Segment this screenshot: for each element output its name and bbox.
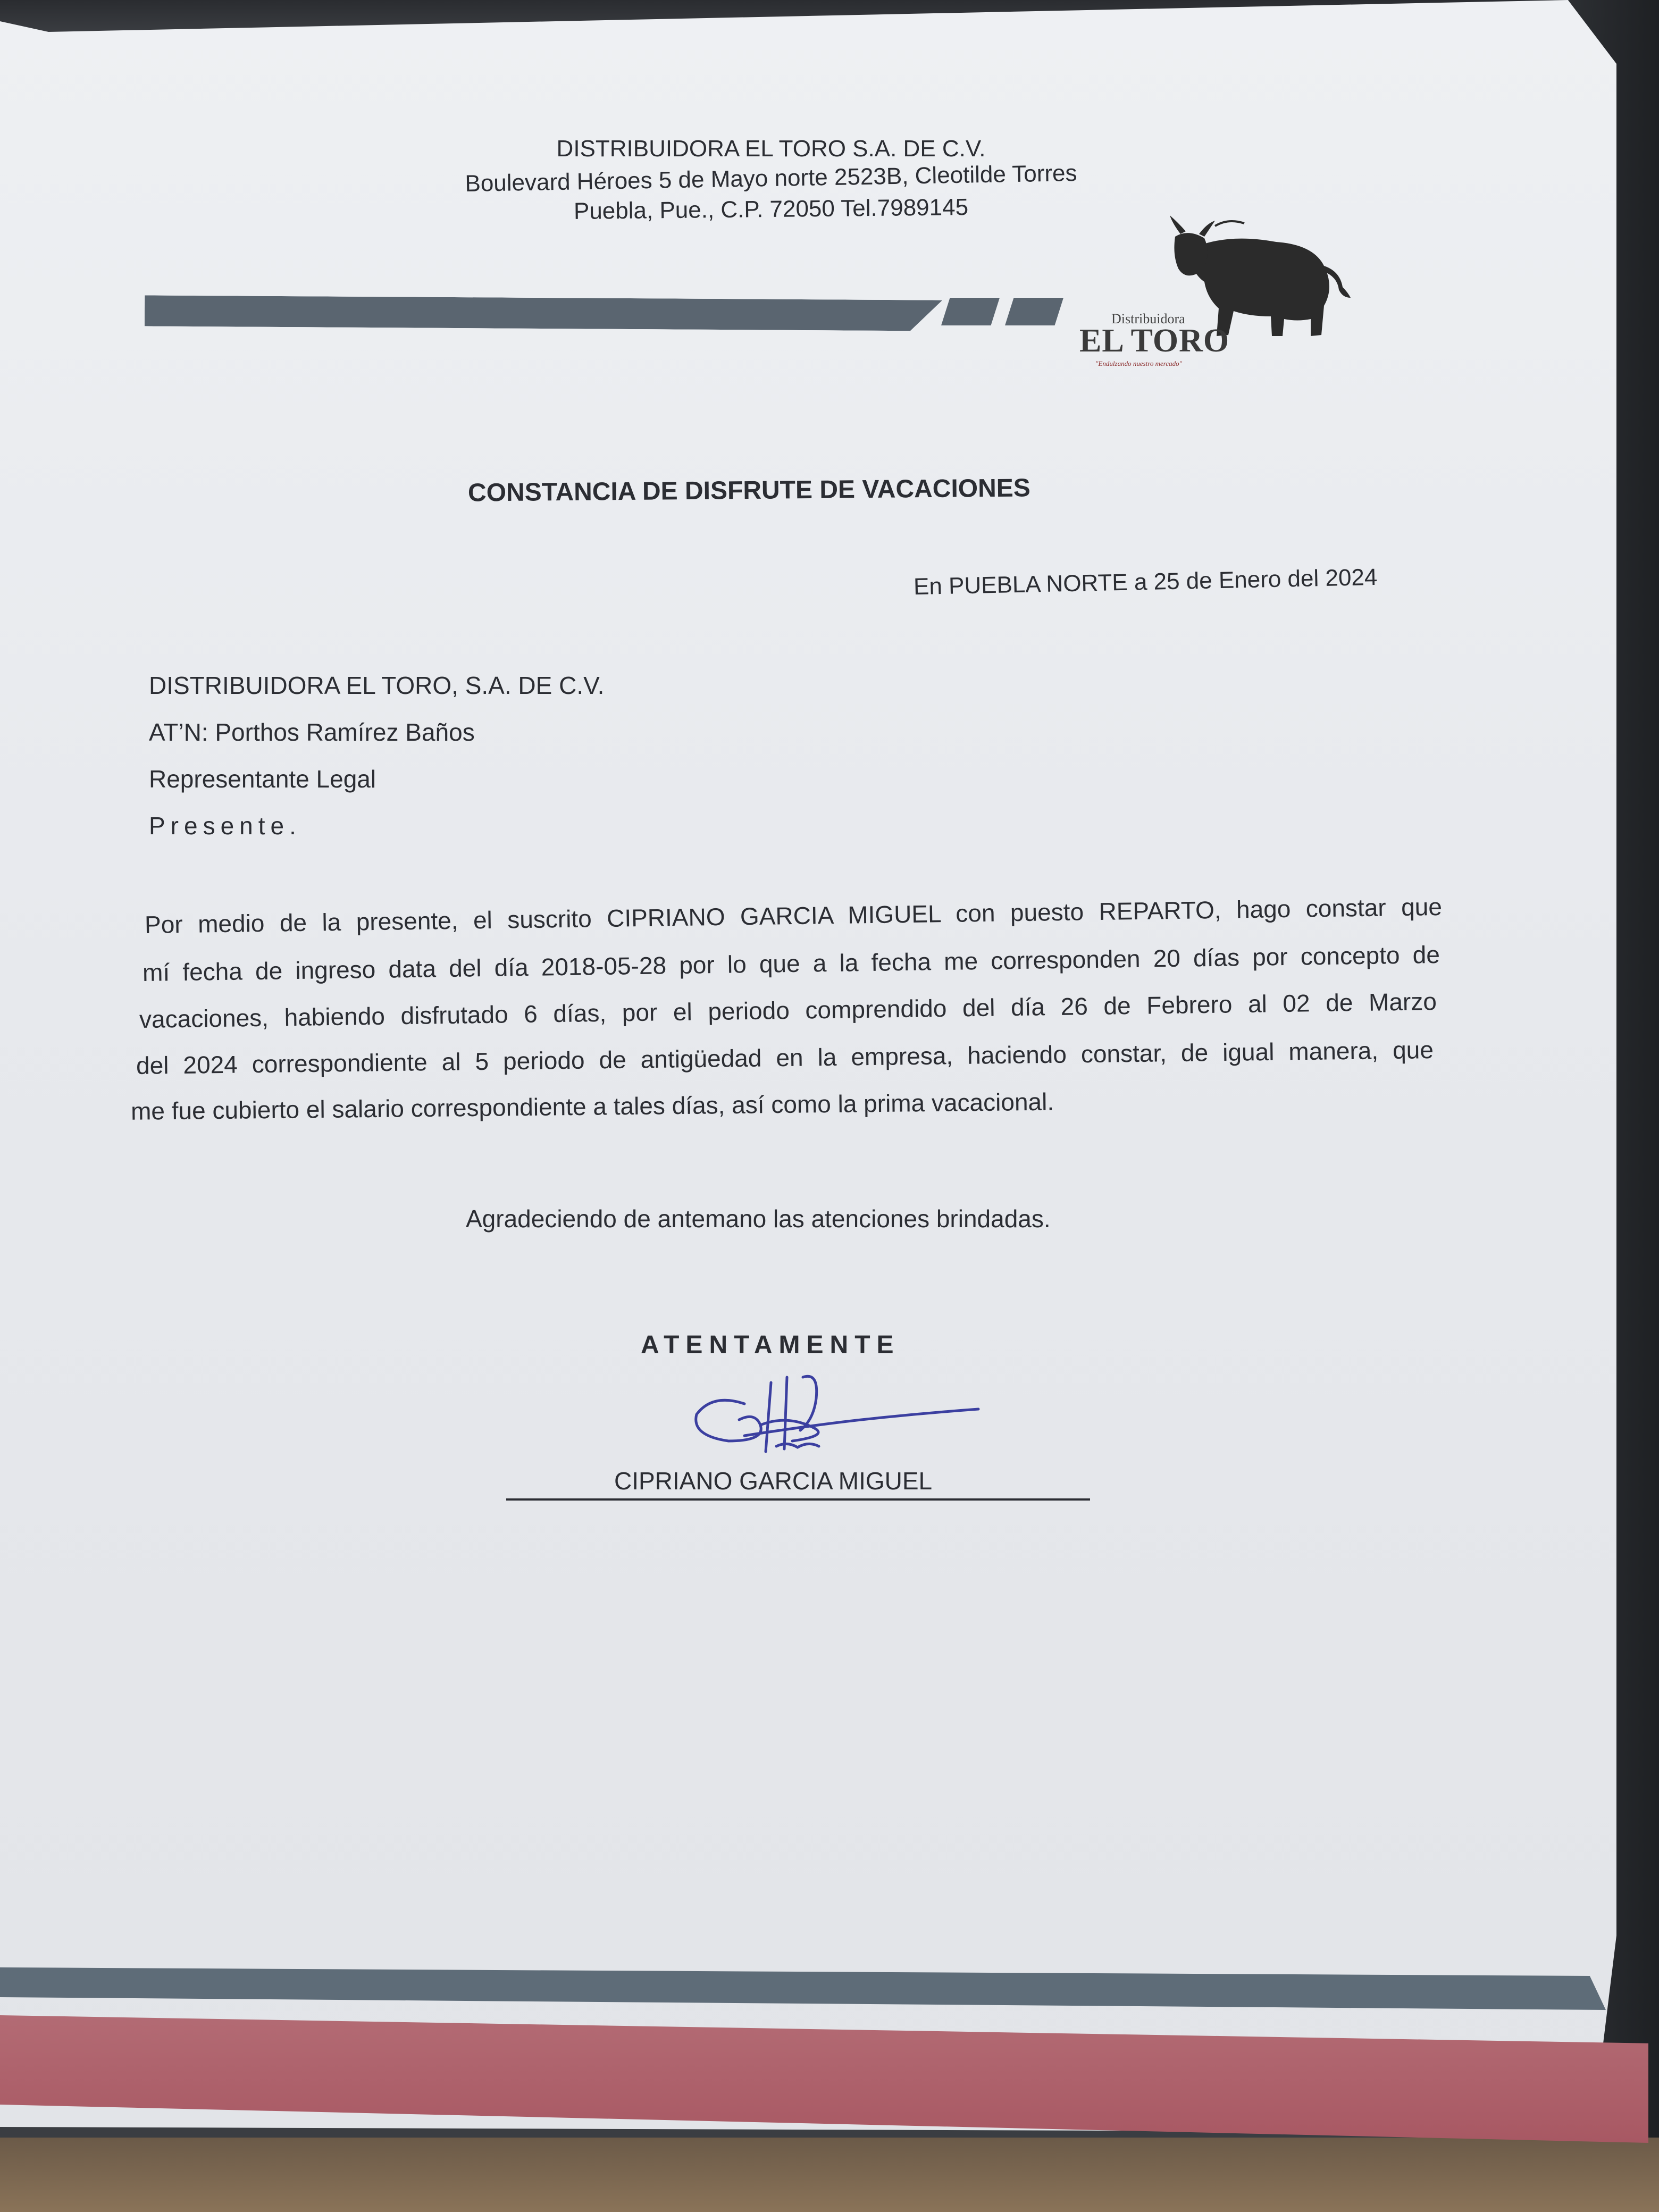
header-band [145,295,942,331]
closing-atentamente: ATENTAMENTE [641,1331,900,1359]
signer-name: CIPRIANO GARCIA MIGUEL [614,1467,933,1495]
logo-tagline: "Endulzando nuestro mercado" [1095,359,1183,367]
document-title: CONSTANCIA DE DISFRUTE DE VACACIONES [467,474,1031,507]
header-city: Puebla, Pue., C.P. 72050 Tel.7989145 [573,194,969,224]
header-band-block [941,298,1000,325]
handwritten-signature [681,1361,1010,1468]
body-line: del 2024 correspondiente al 5 periodo de antigüedad en la empresa, haciendo constar, de igual manera, que [136,1036,1434,1079]
header-address: Boulevard Héroes 5 de Mayo norte 2523B, Cleotilde Torres [465,160,1077,197]
thanks-line: Agradeciendo de antemano las atenciones brindadas. [466,1205,1051,1233]
body-line: me fue cubierto el salario correspondiente a tales días, así como la prima vacacional. [130,1087,1054,1125]
signature-line [506,1498,1090,1501]
body-line: vacaciones, habiendo disfrutado 6 días, por el periodo comprendido del día 26 de Febrero al 02 de Marzo [139,987,1437,1034]
header-band-block [1005,298,1063,325]
background-bottom [0,2138,1659,2212]
recipient-role: Representante Legal [149,765,376,793]
header-company: DISTRIBUIDORA EL TORO S.A. DE C.V. [556,136,986,162]
date-line: En PUEBLA NORTE a 25 de Enero del 2024 [913,564,1378,600]
body-line: Por medio de la presente, el suscrito CIPRIANO GARCIA MIGUEL con puesto REPARTO, hago constar que [144,892,1443,939]
recipient-company: DISTRIBUIDORA EL TORO, S.A. DE C.V. [149,672,605,699]
logo-small-text: Distribuidora [1111,311,1185,326]
body-line: mí fecha de ingreso data del día 2018-05-28 por lo que a la fecha me corresponden 20 días por concepto de [142,940,1440,987]
recipient-attn: AT’N: Porthos Ramírez Baños [149,718,475,746]
logo-name: EL TORO [1079,323,1230,359]
recipient-presente: Presente. [149,812,301,840]
